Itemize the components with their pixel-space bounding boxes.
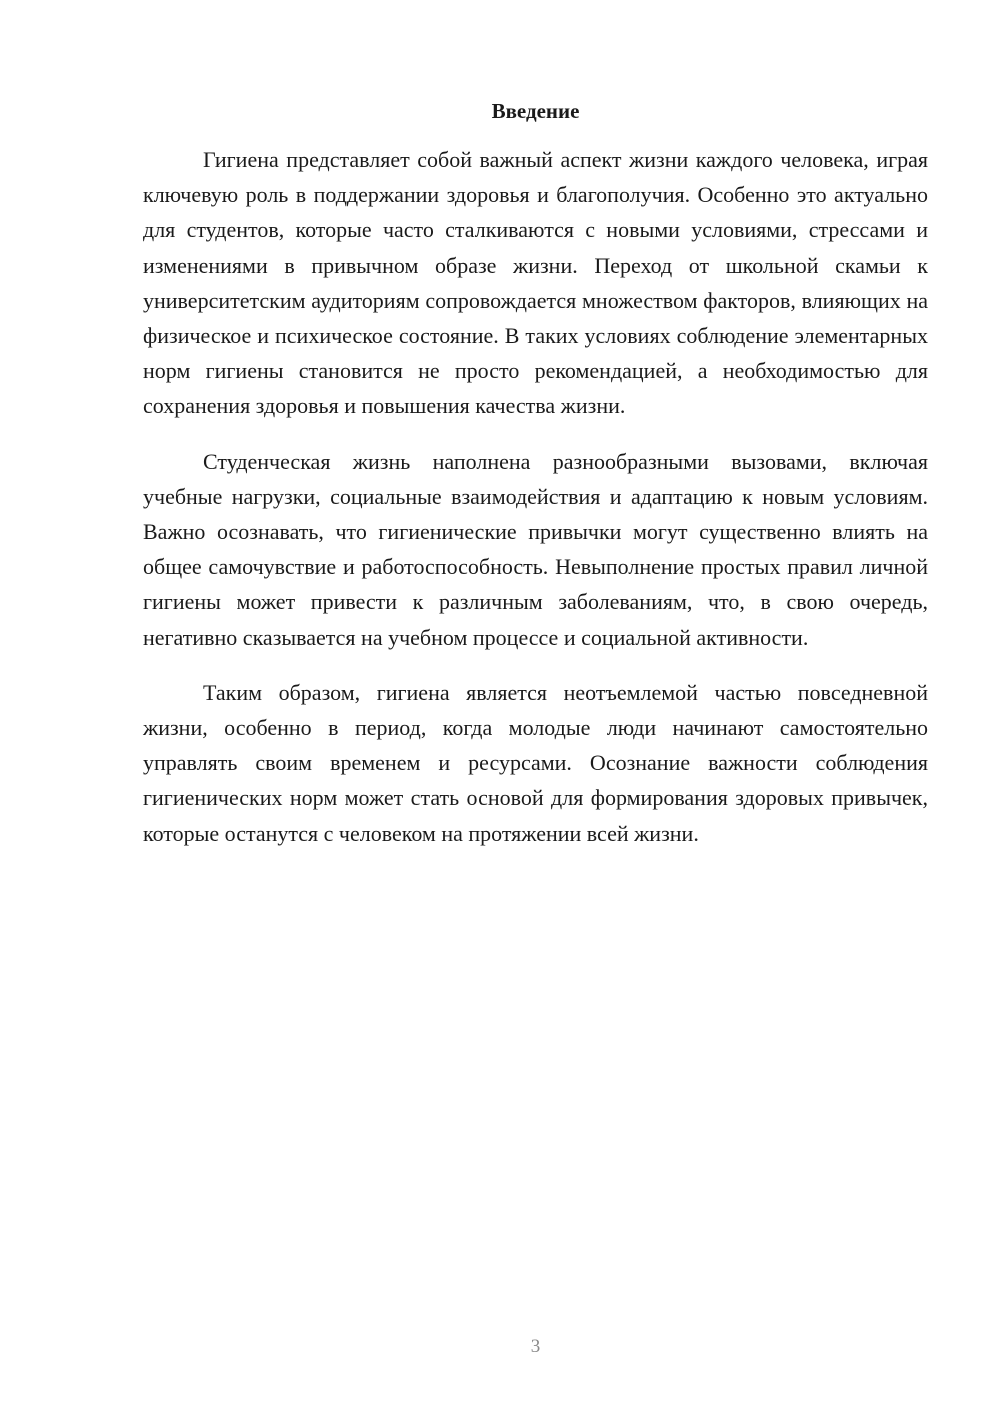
page-number: 3 (530, 1336, 541, 1357)
body-text (143, 142, 928, 871)
paragraph: Гигиена представляет собой важный аспект жизни каждого человека, играя ключевую роль в поддержании здоровья и благополучия. Особенно это актуально для студентов, которые часто сталкиваются с новыми условиями, стрессами и изменениями в привычном образе жизни. Переход от школьной скамьи к университетским аудиториям сопровождается множеством факторов, влияющих на физическое и психическое состояние. В таких условиях соблюдение элементарных норм гигиены становится не просто рекомендацией, а необходимостью для сохранения здоровья и повышения качества жизни. (143, 147, 928, 419)
paragraph: Студенческая жизнь наполнена разнообразными вызовами, включая учебные нагрузки, социальные взаимодействия и адаптацию к новым условиям. Важно осознавать, что гигиенические привычки могут существенно влиять на общее самочувствие и работоспособность. Невыполнение простых правил личной гигиены может привести к различным заболеваниям, что, в свою очередь, негативно сказывается на учебном процессе и социальной активности. (143, 448, 928, 650)
section-heading: Введение (491, 99, 580, 123)
paragraph: Таким образом, гигиена является неотъемлемой частью повседневной жизни, особенно в период, когда молодые люди начинают самостоятельно управлять своим временем и ресурсами. Осознание важности соблюдения гигиенических норм может стать основой для формирования здоровых привычек, которые останутся с человеком на протяжении всей жизни. (143, 679, 928, 846)
